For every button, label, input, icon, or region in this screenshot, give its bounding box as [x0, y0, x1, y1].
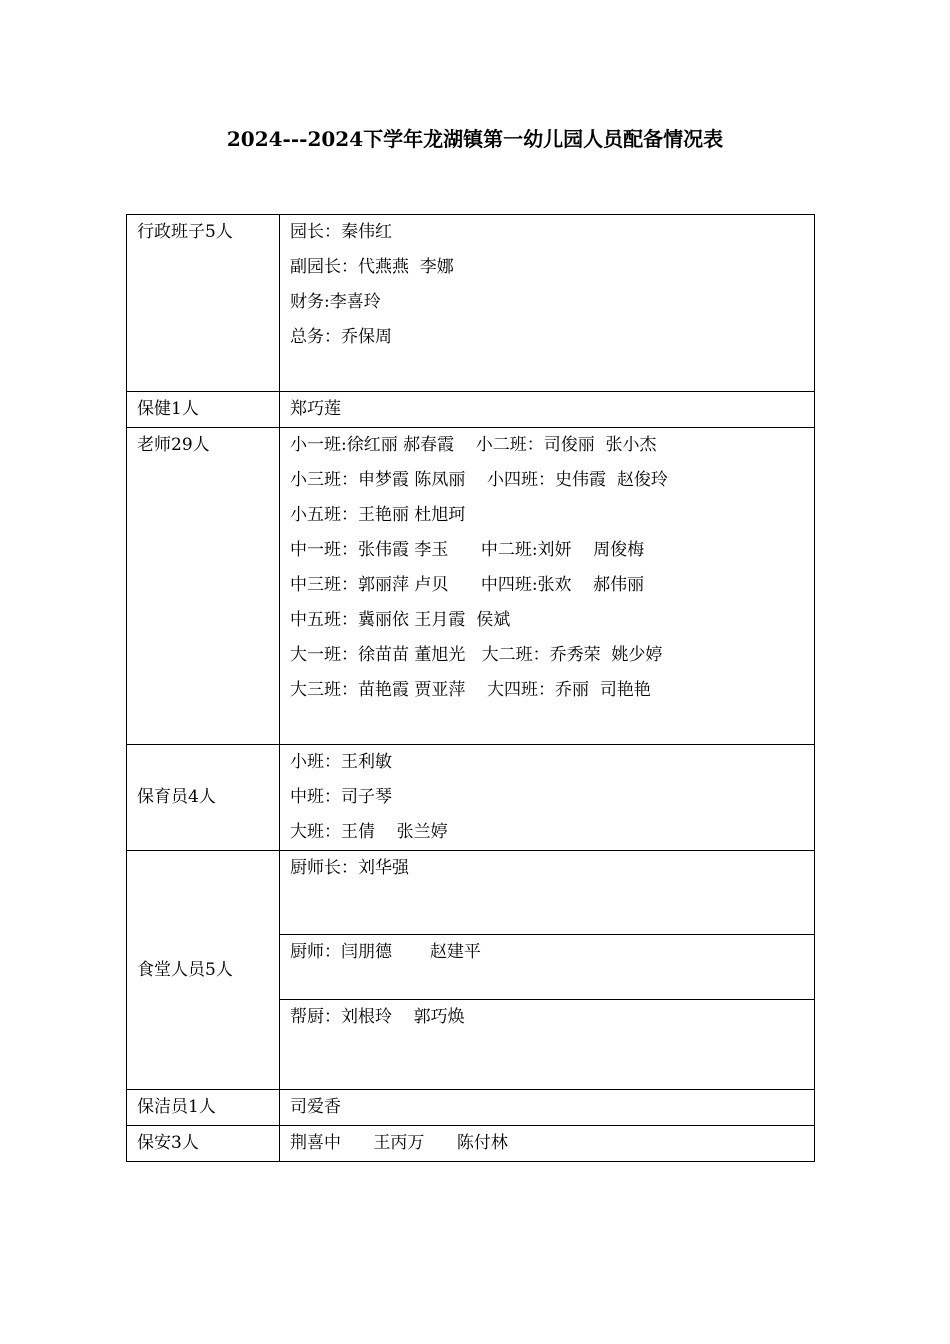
staff-line: 郑巧莲: [290, 399, 341, 419]
category-label: 保健1人: [137, 399, 199, 419]
staff-line: 小三班：申梦霞 陈凤丽 小四班：史伟霞 赵俊玲: [290, 470, 668, 490]
staff-line: 中五班：冀丽依 王月霞 侯斌: [290, 610, 511, 630]
staff-line: 副园长：代燕燕 李娜: [290, 257, 454, 277]
category-teachers: [127, 428, 280, 745]
category-health: [127, 392, 280, 428]
category-security: [127, 1126, 280, 1162]
staff-line: 总务：乔保周: [290, 327, 392, 347]
table-row-caregivers: [127, 745, 815, 851]
table-row-security: [127, 1126, 815, 1162]
staff-line: 帮厨：刘根玲 郭巧焕: [290, 1007, 465, 1027]
category-label: 行政班子5人: [137, 222, 233, 242]
staff-cell-admin: [280, 215, 815, 392]
staff-line: 财务:李喜玲: [290, 292, 381, 312]
staff-line: 厨师长：刘华强: [290, 858, 409, 878]
staff-line: 中一班：张伟霞 李玉 中二班:刘妍 周俊梅: [290, 540, 645, 560]
table-row-canteen-1: [127, 851, 815, 935]
staff-line: 厨师：闫朋德 赵建平: [290, 942, 481, 962]
staff-line: 小班：王利敏: [290, 752, 392, 772]
staff-cell-caregivers: [280, 745, 815, 851]
staff-line: 大三班：苗艳霞 贾亚萍 大四班：乔丽 司艳艳: [290, 680, 651, 700]
category-canteen: [127, 851, 280, 1090]
staff-line: 小一班:徐红丽 郝春霞 小二班：司俊丽 张小杰: [290, 435, 657, 455]
category-label: 老师29人: [137, 435, 210, 455]
staff-line: 小五班：王艳丽 杜旭珂: [290, 505, 466, 525]
staff-cell-canteen-helper: [280, 1000, 815, 1090]
category-label: 保洁员1人: [137, 1097, 216, 1117]
category-label: 保安3人: [137, 1133, 199, 1153]
category-label: 保育员4人: [137, 787, 216, 807]
page-title: 2024---2024下学年龙湖镇第一幼儿园人员配备情况表: [226, 127, 724, 151]
staffing-table: [126, 214, 815, 1162]
staff-line: 大班：王倩 张兰婷: [290, 822, 448, 842]
staff-cell-cleaner: [280, 1090, 815, 1126]
category-admin: [127, 215, 280, 392]
staff-cell-canteen-cook: [280, 935, 815, 1000]
category-caregivers: [127, 745, 280, 851]
staff-line: 中班：司子琴: [290, 787, 392, 807]
table-row-teachers: [127, 428, 815, 745]
table-row-admin: [127, 215, 815, 392]
table-row-cleaner: [127, 1090, 815, 1126]
staff-cell-security: [280, 1126, 815, 1162]
staff-cell-canteen-head: [280, 851, 815, 935]
staff-cell-health: [280, 392, 815, 428]
staff-line: 园长：秦伟红: [290, 222, 392, 242]
staff-cell-teachers: [280, 428, 815, 745]
table-row-health: [127, 392, 815, 428]
staff-line: 中三班：郭丽萍 卢贝 中四班:张欢 郝伟丽: [290, 575, 645, 595]
staff-line: 司爱香: [290, 1097, 341, 1117]
category-cleaner: [127, 1090, 280, 1126]
staff-line: 荆喜中 王丙万 陈付林: [290, 1133, 508, 1153]
staff-line: 大一班：徐苗苗 董旭光 大二班：乔秀荣 姚少婷: [290, 645, 663, 665]
category-label: 食堂人员5人: [137, 959, 233, 980]
